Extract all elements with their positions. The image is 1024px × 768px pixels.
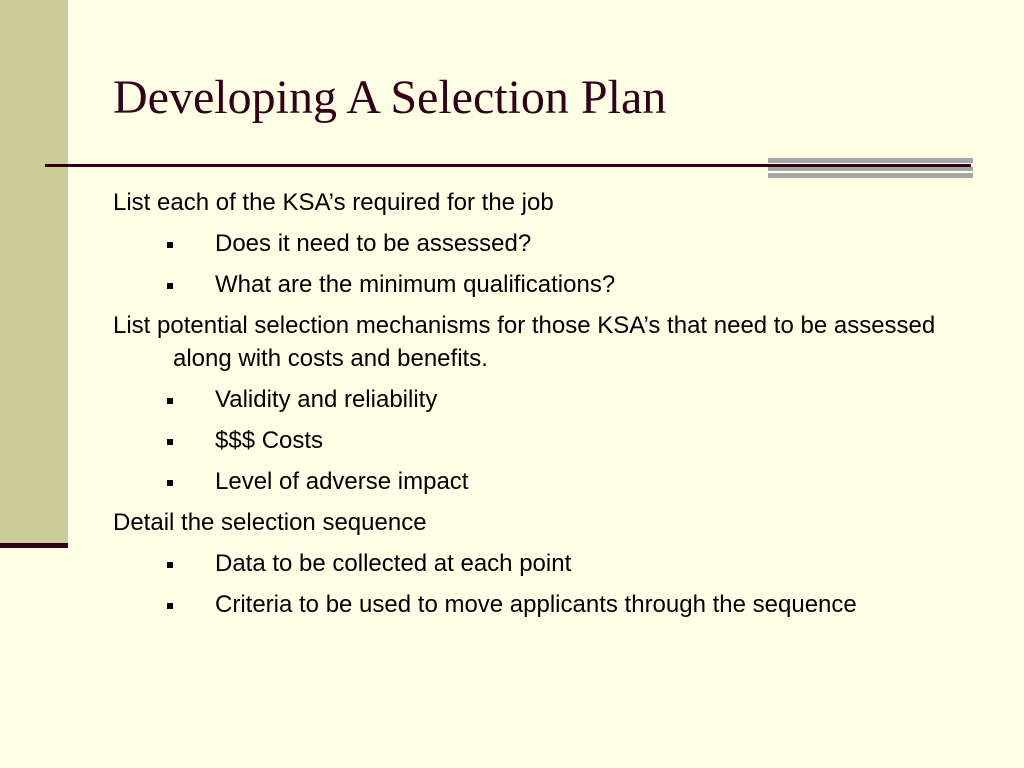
- left-decorative-band: [0, 0, 68, 543]
- bullet-level2-text: Does it need to be assessed?: [215, 230, 532, 257]
- bullet-level2: [113, 465, 993, 498]
- bullet-level1: List potential selection mechanisms for those KSA’s that need to be assessed along with costs and benefits.: [113, 312, 936, 372]
- bullet-level2-text: What are the minimum qualifications?: [215, 271, 616, 298]
- square-bullet-icon: [167, 242, 173, 248]
- bullet-level2-text: Data to be collected at each point: [215, 550, 572, 577]
- square-bullet-icon: [167, 398, 173, 404]
- bullet-level1: List each of the KSA’s required for the job: [113, 189, 554, 216]
- accent-stripe: [768, 158, 973, 163]
- slide-title: Developing A Selection Plan: [113, 71, 667, 124]
- bullet-level2-text: Criteria to be used to move applicants through the sequence: [215, 591, 857, 618]
- bullet-level2: [113, 383, 993, 416]
- bullet-level2-text: Validity and reliability: [215, 386, 438, 413]
- bullet-level2: [113, 424, 993, 457]
- bullet-level2: [113, 588, 993, 621]
- accent-stripe: [768, 167, 973, 171]
- square-bullet-icon: [167, 480, 173, 486]
- left-band-underline: [0, 543, 68, 548]
- title-accent-stripes: [768, 158, 973, 178]
- square-bullet-icon: [167, 603, 173, 609]
- square-bullet-icon: [167, 439, 173, 445]
- bullet-level1: Detail the selection sequence: [113, 509, 427, 536]
- bullet-level2: [113, 547, 993, 580]
- slide-body: [113, 186, 993, 629]
- square-bullet-icon: [167, 562, 173, 568]
- bullet-level2: [113, 268, 993, 301]
- square-bullet-icon: [167, 283, 173, 289]
- bullet-level2-text: Level of adverse impact: [215, 468, 469, 495]
- accent-stripe: [768, 173, 973, 178]
- bullet-level2: [113, 227, 993, 260]
- bullet-level2-text: $$$ Costs: [215, 427, 324, 454]
